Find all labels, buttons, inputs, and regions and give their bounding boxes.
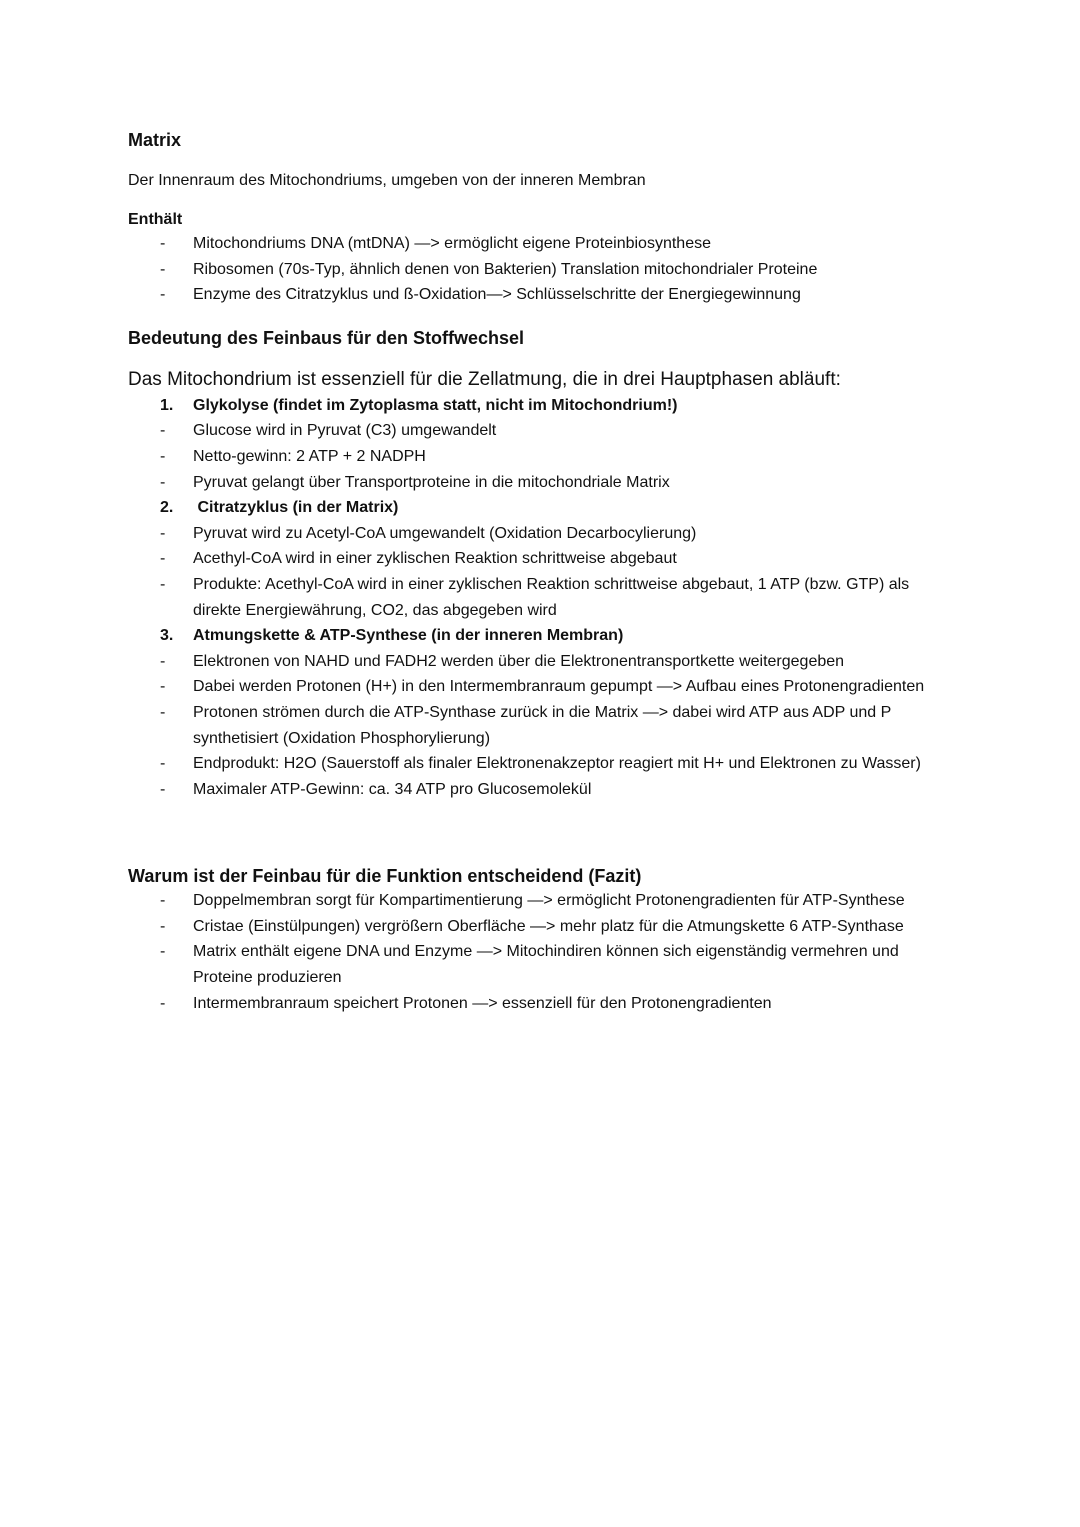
phase-title-atmungskette (128, 623, 958, 649)
matrix-contents-list (128, 231, 958, 308)
list-item (128, 444, 958, 470)
dash-bullet: - (160, 652, 166, 670)
list-item (128, 282, 958, 308)
dash-bullet: - (160, 780, 166, 798)
list-item (128, 914, 958, 940)
list-item-text: Doppelmembran sorgt für Kompartimentierung —> ermöglicht Protonengradienten für ATP-Synthese (193, 892, 905, 910)
phase-title-text: Citratzyklus (in der Matrix) (193, 499, 399, 517)
dash-bullet: - (160, 550, 166, 568)
matrix-description: Der Innenraum des Mitochondriums, umgeben von der inneren Membran (128, 172, 646, 189)
list-item (128, 572, 958, 623)
list-item-text: Pyruvat gelangt über Transportproteine in die mitochondriale Matrix (193, 473, 670, 491)
phase-title-glykolyse (128, 393, 958, 419)
list-item (128, 991, 958, 1017)
list-item (128, 674, 958, 700)
list-item-text: Netto-gewinn: 2 ATP + 2 NADPH (193, 447, 426, 465)
list-item-text: Maximaler ATP-Gewinn: ca. 34 ATP pro Glucosemolekül (193, 780, 592, 798)
list-item (128, 939, 958, 990)
phase-title-citratzyklus (128, 495, 958, 521)
list-item-text: Endprodukt: H2O (Sauerstoff als finaler Elektronenakzeptor reagiert mit H+ und Elektronen zu Wasser) (193, 755, 921, 773)
list-item (128, 751, 958, 777)
dash-bullet: - (160, 260, 166, 278)
dash-bullet: - (160, 994, 166, 1012)
dash-bullet: - (160, 892, 166, 910)
list-item-text: Matrix enthält eigene DNA und Enzyme —> Mitochindiren können sich eigenständig vermehren und Proteine produzieren (193, 943, 899, 987)
list-item (128, 418, 958, 444)
list-item-text: Dabei werden Protonen (H+) in den Intermembranraum gepumpt —> Aufbau eines Protonengradienten (193, 678, 925, 696)
list-item (128, 700, 958, 751)
list-item-text: Intermembranraum speichert Protonen —> essenziell für den Protonengradienten (193, 994, 772, 1012)
dash-bullet: - (160, 703, 166, 721)
dash-bullet: - (160, 524, 166, 542)
dash-bullet: - (160, 917, 166, 935)
list-item (128, 777, 958, 803)
document-content (128, 128, 958, 1016)
list-item (128, 257, 958, 283)
matrix-heading: Matrix (128, 130, 182, 150)
dash-bullet: - (160, 447, 166, 465)
list-item-text: Elektronen von NAHD und FADH2 werden über die Elektronentransportkette weitergegeben (193, 652, 845, 670)
list-item (128, 470, 958, 496)
fazit-heading: Warum ist der Feinbau für die Funktion entscheidend (Fazit) (128, 866, 642, 887)
fazit-list (128, 888, 958, 1016)
list-item-text: Pyruvat wird zu Acetyl-CoA umgewandelt (Oxidation Decarbocylierung) (193, 524, 697, 542)
dash-bullet: - (160, 235, 166, 252)
list-item (128, 649, 958, 675)
list-item-text: Acethyl-CoA wird in einer zyklischen Reaktion schrittweise abgebaut (193, 550, 677, 568)
list-item-text: Ribosomen (70s-Typ, ähnlich denen von Bakterien) Translation mitochondrialer Proteine (193, 260, 818, 278)
list-item-text: Cristae (Einstülpungen) vergrößern Oberfläche —> mehr platz für die Atmungskette 6 ATP-Synthase (193, 917, 904, 935)
dash-bullet: - (160, 678, 166, 696)
list-item-text: Protonen strömen durch die ATP-Synthase zurück in die Matrix —> dabei wird ATP aus ADP und P synthetisiert (Oxidation Phosphorylierung) (193, 703, 891, 747)
list-item-text: Produkte: Acethyl-CoA wird in einer zyklischen Reaktion schrittweise abgebaut, 1 ATP (bzw. GTP) als direkte Energiewährung, CO2, das abgegeben wird (193, 575, 910, 619)
list-item (128, 231, 958, 257)
bedeutung-heading: Bedeutung des Feinbaus für den Stoffwechsel (128, 327, 525, 348)
dash-bullet: - (160, 943, 166, 961)
list-item (128, 521, 958, 547)
dash-bullet: - (160, 422, 166, 440)
list-item-text: Glucose wird in Pyruvat (C3) umgewandelt (193, 422, 497, 440)
dash-bullet: - (160, 473, 166, 491)
dash-bullet: - (160, 286, 166, 304)
dash-bullet: - (160, 755, 166, 773)
bedeutung-intro: Das Mitochondrium ist essenziell für die Zellatmung, die in drei Hauptphasen abläuft: (128, 368, 841, 390)
list-item-text: Enzyme des Citratzyklus und ß-Oxidation—> Schlüsselschritte der Energiegewinnung (193, 286, 801, 304)
phase-number: 3. (160, 627, 174, 645)
dash-bullet: - (160, 575, 166, 593)
phase-title-text: Atmungskette & ATP-Synthese (in der inneren Membran) (193, 627, 624, 645)
list-item (128, 888, 958, 914)
list-item-text: Mitochondriums DNA (mtDNA) —> ermöglicht eigene Proteinbiosynthese (193, 235, 711, 252)
phases-list (128, 393, 958, 803)
phase-number: 2. (160, 499, 174, 517)
phase-title-text: Glykolyse (findet im Zytoplasma statt, nicht im Mitochondrium!) (193, 396, 678, 414)
phase-number: 1. (160, 396, 174, 414)
list-item (128, 546, 958, 572)
contains-label: Enthält (128, 211, 183, 228)
